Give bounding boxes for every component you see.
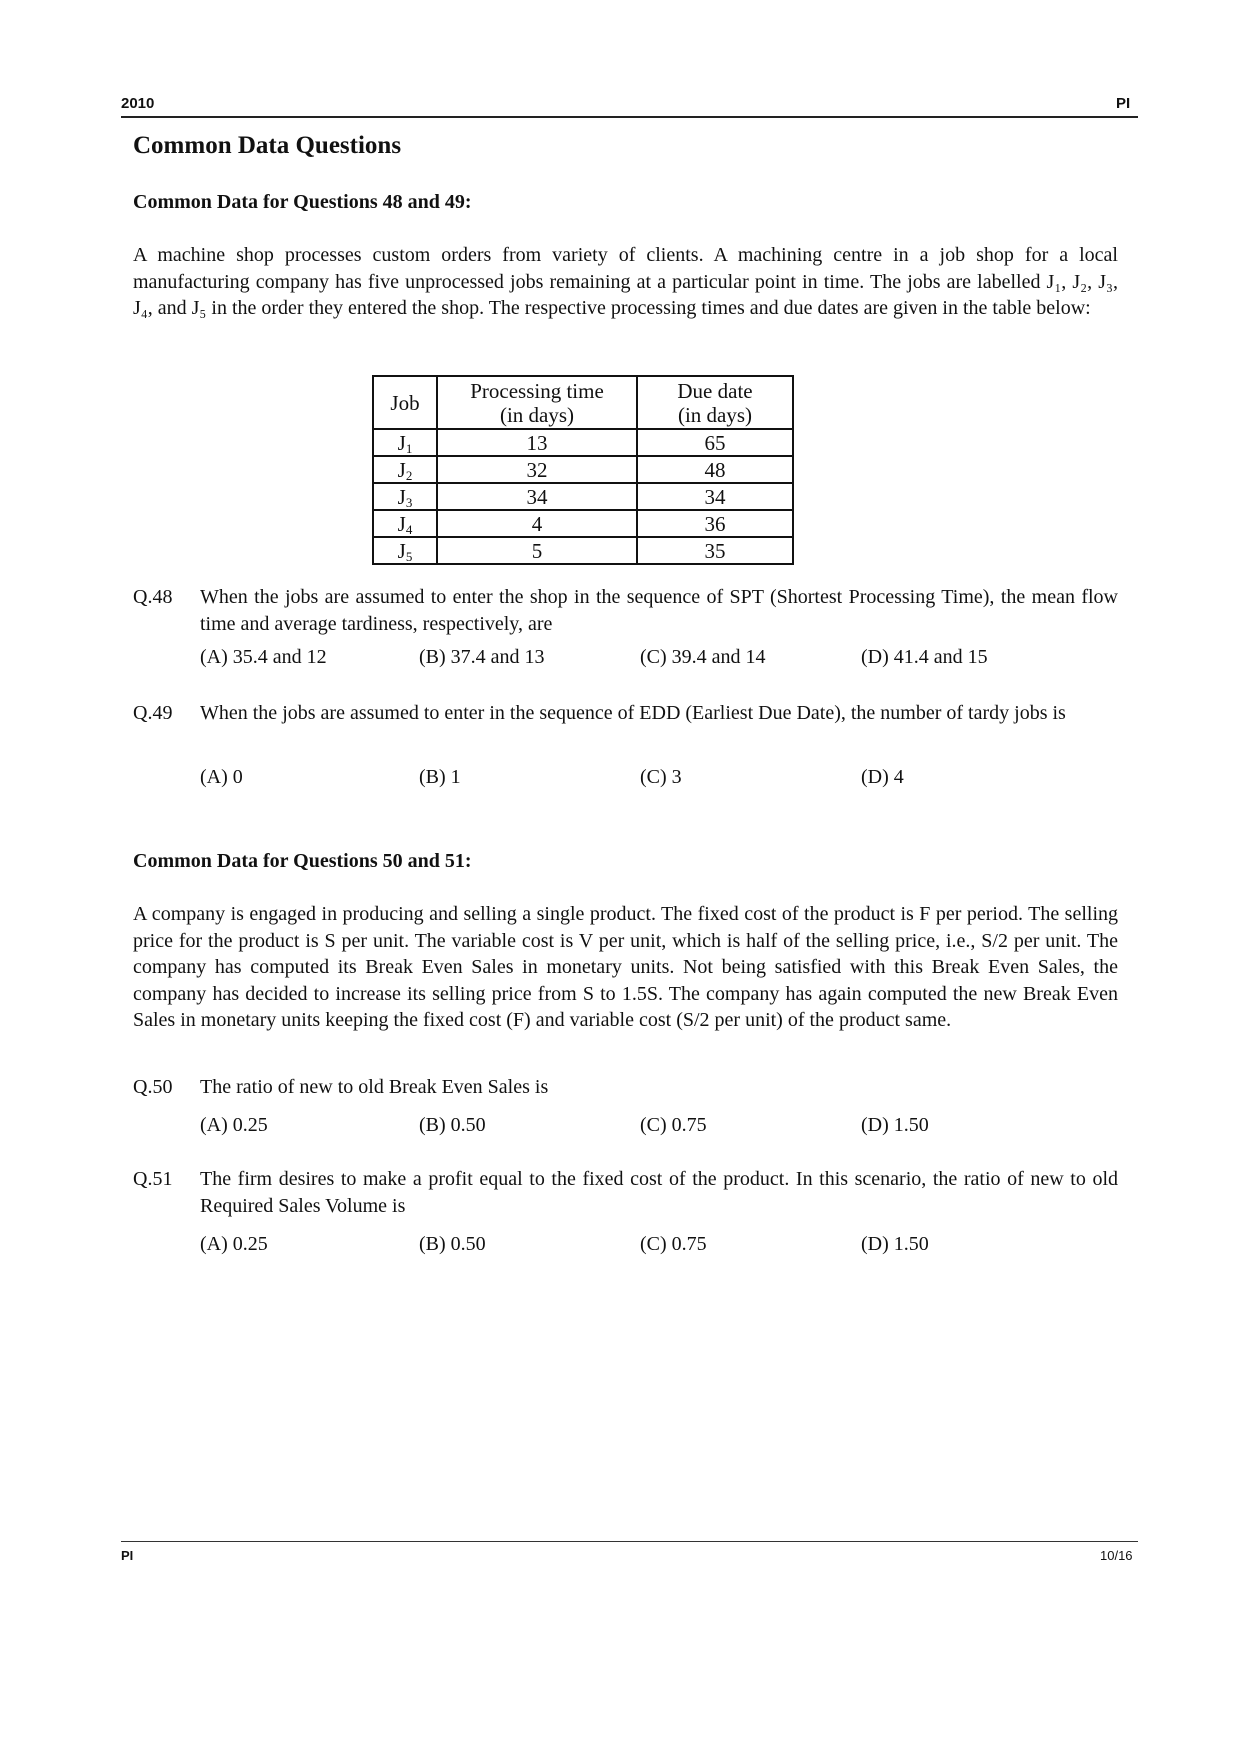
question-number: Q.50 [133, 1076, 173, 1098]
job-letter: J [397, 430, 406, 455]
job-subscript: 4 [405, 521, 413, 537]
col-header-processing-time [437, 376, 637, 429]
job-letter: J [397, 538, 406, 563]
due-date-cell: 48 [637, 456, 793, 483]
col-header-due-date [637, 376, 793, 429]
processing-time-cell: 5 [437, 537, 637, 564]
option-b[interactable]: (B) 37.4 and 13 [419, 646, 545, 668]
col-header-due-date-line1: Due date [677, 378, 753, 403]
footer-rule [121, 1541, 1138, 1542]
question-text: When the jobs are assumed to enter the shop in the sequence of SPT (Shortest Processing Time), the mean flow time and average tardiness, respectively, are [200, 586, 1118, 635]
col-header-processing-time-line2: (in days) [499, 402, 575, 427]
table-row [373, 429, 793, 456]
option-a[interactable]: (A) 35.4 and 12 [200, 646, 327, 668]
footer-page-number: 10/16 [1100, 1548, 1133, 1563]
header-paper-code: PI [1116, 95, 1131, 112]
option-c[interactable]: (C) 39.4 and 14 [640, 646, 766, 668]
job-subscript: 2 [405, 467, 413, 483]
job-subscript: 3 [405, 494, 413, 510]
option-a[interactable]: (A) 0.25 [200, 1114, 268, 1136]
table-row [373, 510, 793, 537]
option-a[interactable]: (A) 0.25 [200, 1233, 268, 1255]
option-b[interactable]: (B) 1 [419, 766, 461, 788]
option-d[interactable]: (D) 41.4 and 15 [861, 646, 988, 668]
job-subscript: 5 [405, 548, 413, 564]
processing-time-cell: 4 [437, 510, 637, 537]
question-text: The ratio of new to old Break Even Sales is [200, 1076, 549, 1098]
job-cell [373, 429, 437, 456]
job-letter: J [397, 484, 406, 509]
question-text: The firm desires to make a profit equal to the fixed cost of the product. In this scenario, the ratio of new to old Required Sales Volume is [200, 1168, 1118, 1217]
common-data-paragraph-50-51: A company is engaged in producing and selling a single product. The fixed cost of the product is F per period. The selling price for the product is S per unit. The variable cost is V per unit, which is half of the selling price, i.e., S/2 per unit. The company has computed its Break Even Sales in monetary units. Not being satisfied with this Break Even Sales, the company has decided to increase its selling price from S to 1.5S. The company has again computed the new Break Even Sales in monetary units keeping the fixed cost (F) and variable cost (S/2 per unit) of the product same. [133, 903, 1118, 1031]
table-row [373, 483, 793, 510]
table-row [373, 537, 793, 564]
option-c[interactable]: (C) 3 [640, 766, 682, 788]
footer-paper-code: PI [121, 1548, 134, 1563]
section-title: Common Data Questions [133, 132, 402, 159]
job-cell [373, 483, 437, 510]
col-header-due-date-line2: (in days) [677, 402, 753, 427]
processing-time-cell: 32 [437, 456, 637, 483]
due-date-cell: 65 [637, 429, 793, 456]
question-number: Q.48 [133, 586, 173, 608]
processing-time-cell: 13 [437, 429, 637, 456]
option-c[interactable]: (C) 0.75 [640, 1114, 707, 1136]
col-header-processing-time-line1: Processing time [470, 378, 604, 403]
job-letter: J [397, 457, 406, 482]
question-number: Q.51 [133, 1168, 173, 1190]
option-d[interactable]: (D) 1.50 [861, 1233, 929, 1255]
jobs-table [372, 375, 794, 565]
processing-time-cell: 34 [437, 483, 637, 510]
job-cell [373, 456, 437, 483]
option-b[interactable]: (B) 0.50 [419, 1233, 486, 1255]
option-b[interactable]: (B) 0.50 [419, 1114, 486, 1136]
job-cell [373, 537, 437, 564]
job-letter: J [397, 511, 406, 536]
option-d[interactable]: (D) 4 [861, 766, 904, 788]
common-data-heading-50-51: Common Data for Questions 50 and 51: [133, 850, 472, 872]
option-d[interactable]: (D) 1.50 [861, 1114, 929, 1136]
job-cell [373, 510, 437, 537]
header-rule [121, 116, 1138, 118]
question-number: Q.49 [133, 702, 173, 724]
table-header-row [373, 376, 793, 429]
table-row [373, 456, 793, 483]
common-data-heading-48-49: Common Data for Questions 48 and 49: [133, 191, 472, 213]
question-text: When the jobs are assumed to enter in the sequence of EDD (Earliest Due Date), the number of tardy jobs is [200, 702, 1066, 724]
header-year: 2010 [121, 95, 155, 112]
option-c[interactable]: (C) 0.75 [640, 1233, 707, 1255]
due-date-cell: 34 [637, 483, 793, 510]
due-date-cell: 35 [637, 537, 793, 564]
option-a[interactable]: (A) 0 [200, 766, 243, 788]
common-data-paragraph-48-49: A machine shop processes custom orders from variety of clients. A machining centre in a job shop for a local manufacturing company has five unprocessed jobs remaining at a particular point in time. The jobs are labelled J₁, J₂, J₃, J₄, and J₅ in the order they entered the shop. The respective processing times and due dates are given in the table below: [133, 244, 1118, 319]
due-date-cell: 36 [637, 510, 793, 537]
col-header-job: Job [373, 376, 437, 429]
job-subscript: 1 [405, 440, 413, 456]
